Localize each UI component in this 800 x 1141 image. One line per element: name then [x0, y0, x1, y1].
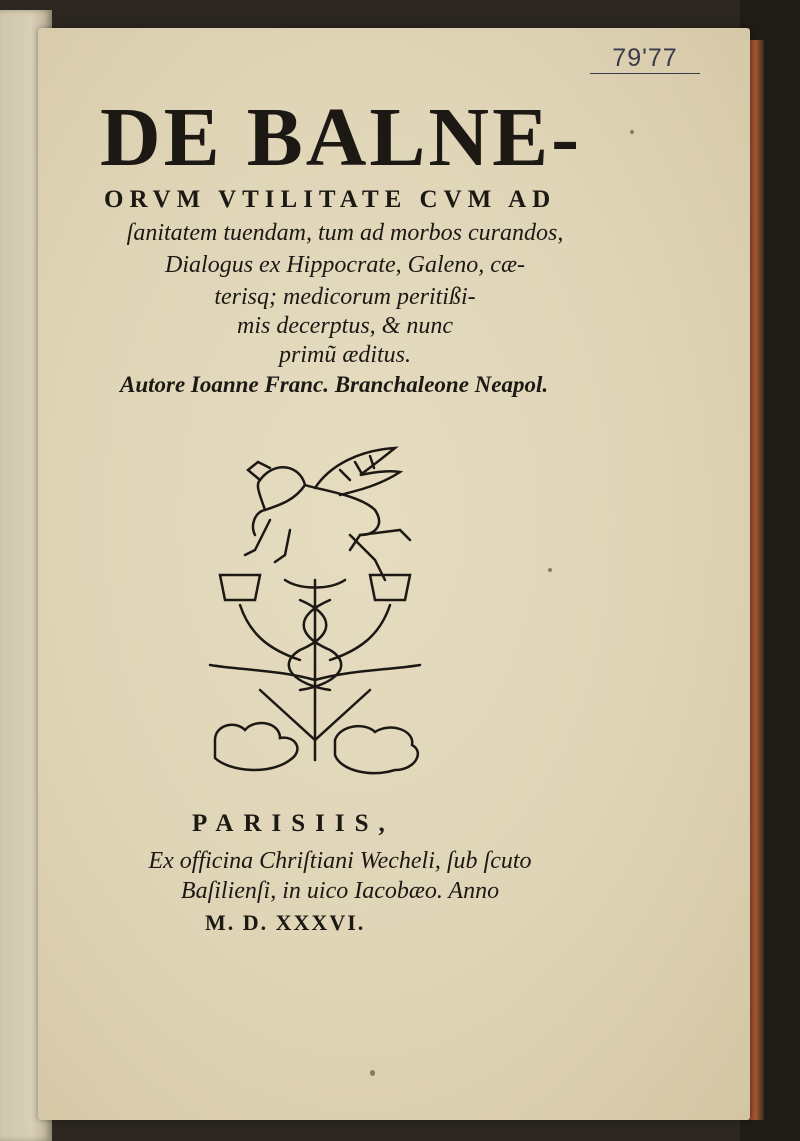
imprint-city: PARISIIS,	[192, 810, 395, 837]
imprint-line-1: Ex officina Chriſtiani Wecheli, ſub ſcuto	[148, 848, 532, 874]
paper-fleck	[370, 1070, 375, 1076]
title-line-7: primũ æditus.	[278, 342, 412, 368]
title-line-4: Dialogus ex Hippocrate, Galeno, cæ-	[165, 252, 525, 278]
title-line-5: terisq; medicorum peritißi-	[214, 284, 476, 310]
author-line: Autore Ioanne Franc. Branchaleone Neapol.	[120, 372, 549, 397]
paper-fleck	[548, 568, 552, 572]
imprint-line-2: Baſilienſi, in uico Iacobæo. Anno	[180, 878, 500, 904]
title-line-6: mis decerptus, & nunc	[237, 313, 453, 339]
printers-device-pegasus	[200, 440, 430, 790]
title-main: DE BALNE-	[100, 91, 583, 184]
title-line-3: ſanitatem tuendam, tum ad morbos curandos,	[126, 220, 564, 246]
imprint-date: M. D. XXXVI.	[205, 910, 366, 935]
paper-fleck	[630, 130, 634, 134]
title-line-2: ORVM VTILITATE CVM AD	[104, 186, 557, 213]
shelfmark: 79'77	[590, 44, 700, 74]
